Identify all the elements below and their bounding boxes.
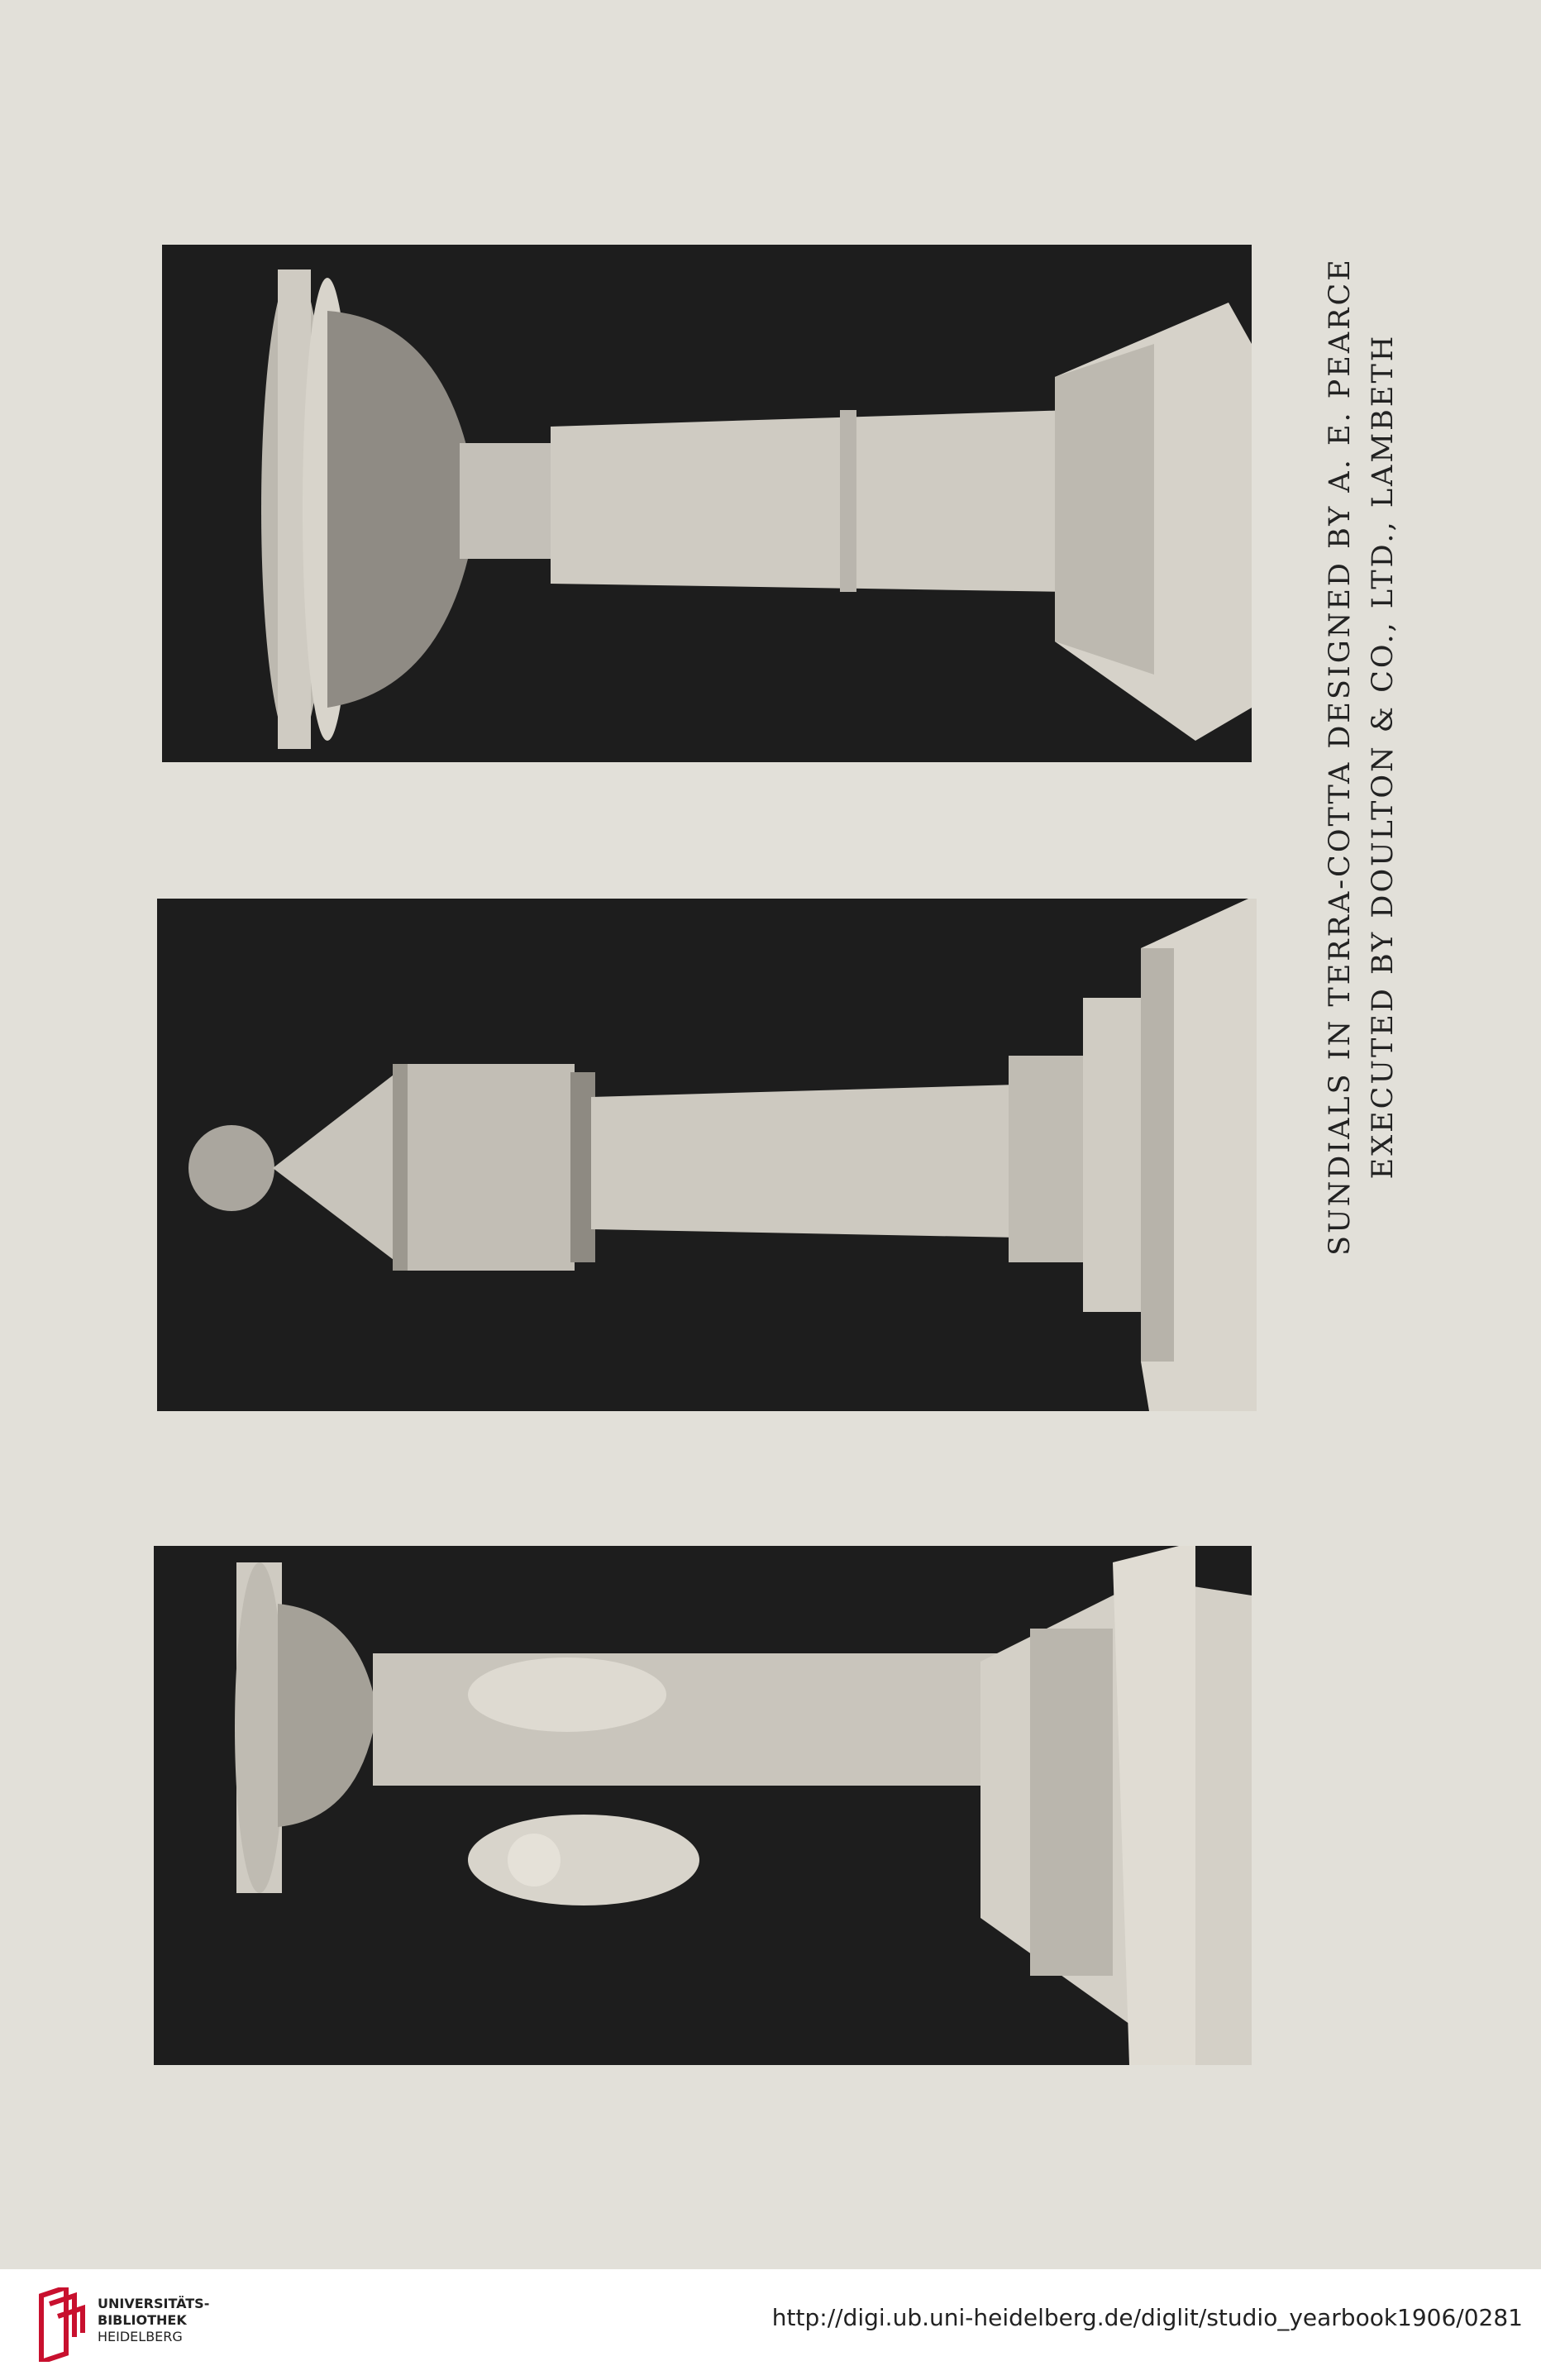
source-url-link[interactable]: http://digi.ub.uni-heidelberg.de/diglit/studio_yearbook1906/0281 <box>771 2304 1523 2331</box>
library-logo-icon <box>33 2287 91 2362</box>
sundial-image-3 <box>154 1546 1252 2065</box>
plate-caption <box>1319 240 1418 1273</box>
library-name-line-3: HEIDELBERG <box>98 2329 183 2344</box>
caption-line-2: EXECUTED BY DOULTON & CO., LTD., LAMBETH <box>1367 333 1400 1180</box>
sundial-image-1 <box>162 245 1252 762</box>
plate-sundial-2 <box>157 899 1257 1411</box>
plate-sundial-1 <box>162 245 1252 762</box>
library-name-line-2: BIBLIOTHEK <box>98 2312 187 2328</box>
caption-line-1: SUNDIALS IN TERRA-COTTA DESIGNED BY A. E. PEARCE <box>1324 257 1357 1256</box>
plate-sundial-3 <box>154 1546 1252 2065</box>
library-name-line-1: UNIVERSITÄTS- <box>98 2296 210 2311</box>
footer-bar <box>0 2269 1541 2380</box>
library-name <box>98 2296 209 2345</box>
sundial-image-2 <box>157 899 1257 1411</box>
